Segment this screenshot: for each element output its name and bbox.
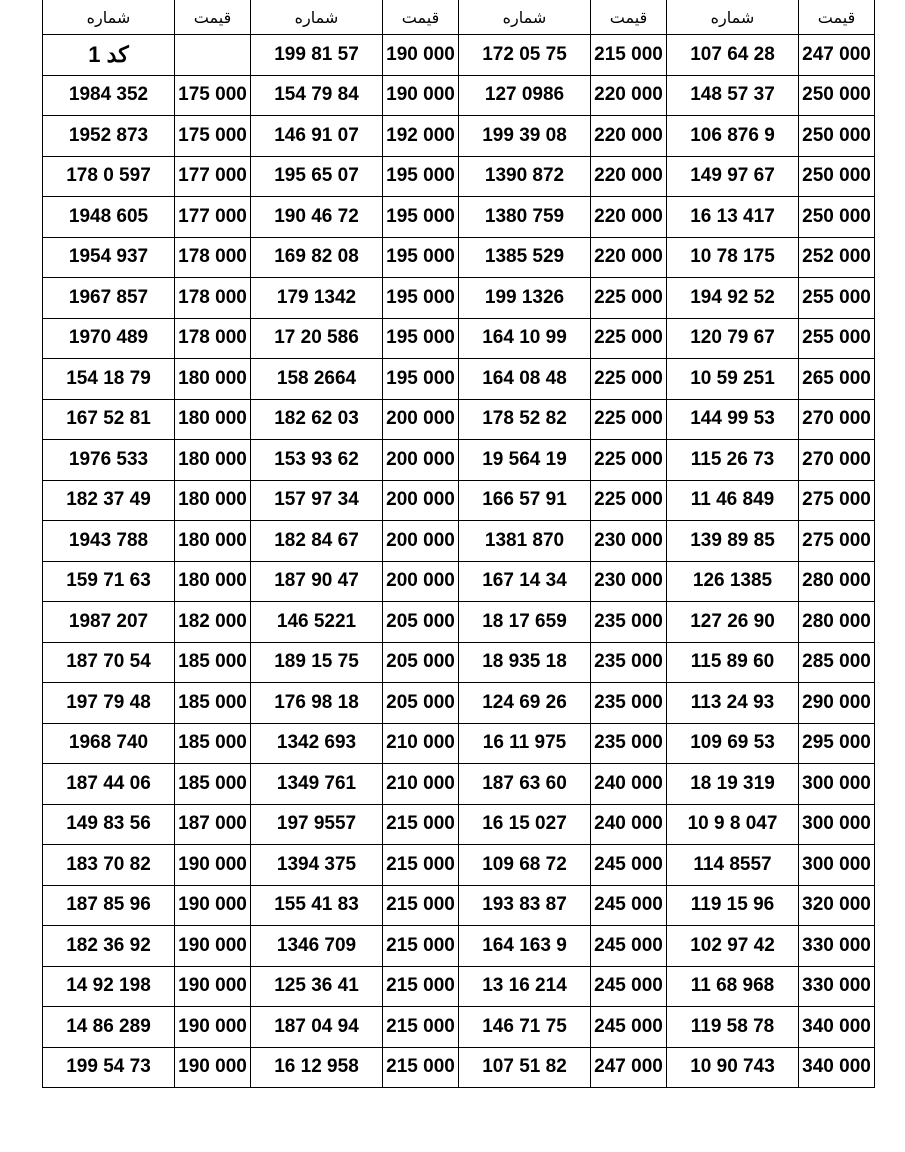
price-cell: 190 000: [175, 1007, 251, 1048]
number-cell: 124 69 26: [459, 683, 591, 724]
price-cell: 275 000: [799, 521, 875, 562]
price-cell: 180 000: [175, 561, 251, 602]
price-cell: 250 000: [799, 197, 875, 238]
price-cell: 235 000: [591, 683, 667, 724]
price-cell: 180 000: [175, 440, 251, 481]
number-cell: 199 39 08: [459, 116, 591, 157]
price-cell: 247 000: [799, 35, 875, 76]
number-cell: 197 9557: [251, 804, 383, 845]
number-cell: 106 876 9: [667, 116, 799, 157]
number-cell: 107 64 28: [667, 35, 799, 76]
price-cell: 225 000: [591, 318, 667, 359]
number-cell: 167 52 81: [43, 399, 175, 440]
number-cell: 19 564 19: [459, 440, 591, 481]
price-cell: 300 000: [799, 804, 875, 845]
price-cell: 220 000: [591, 197, 667, 238]
price-cell: 190 000: [175, 885, 251, 926]
number-cell: 164 10 99: [459, 318, 591, 359]
price-cell: 270 000: [799, 399, 875, 440]
table-row: [43, 35, 875, 76]
price-cell: 190 000: [175, 926, 251, 967]
price-cell: 245 000: [591, 885, 667, 926]
number-cell: 190 46 72: [251, 197, 383, 238]
number-cell: 1968 740: [43, 723, 175, 764]
number-cell: 172 05 75: [459, 35, 591, 76]
price-cell: 195 000: [383, 318, 459, 359]
number-cell: 1943 788: [43, 521, 175, 562]
number-cell: 199 54 73: [43, 1047, 175, 1088]
number-cell: 1970 489: [43, 318, 175, 359]
price-cell: 195 000: [383, 278, 459, 319]
number-cell: 148 57 37: [667, 75, 799, 116]
number-cell: 18 17 659: [459, 602, 591, 643]
price-cell: 250 000: [799, 75, 875, 116]
price-cell: 178 000: [175, 237, 251, 278]
price-cell: 205 000: [383, 683, 459, 724]
table-row: [43, 197, 875, 238]
number-cell: 1952 873: [43, 116, 175, 157]
number-cell: 194 92 52: [667, 278, 799, 319]
price-cell: 245 000: [591, 1007, 667, 1048]
table-row: [43, 764, 875, 805]
price-cell: 225 000: [591, 278, 667, 319]
number-cell: 164 163 9: [459, 926, 591, 967]
price-cell: 230 000: [591, 521, 667, 562]
number-cell: 119 58 78: [667, 1007, 799, 1048]
price-cell: 250 000: [799, 116, 875, 157]
price-cell: 200 000: [383, 480, 459, 521]
price-cell: 190 000: [175, 845, 251, 886]
header-price: قیمت: [799, 0, 875, 35]
price-cell: 175 000: [175, 75, 251, 116]
table-row: [43, 804, 875, 845]
table-row: [43, 318, 875, 359]
price-cell: 280 000: [799, 602, 875, 643]
table-row: [43, 440, 875, 481]
number-cell: 1954 937: [43, 237, 175, 278]
price-cell: 252 000: [799, 237, 875, 278]
price-cell: 185 000: [175, 723, 251, 764]
price-cell: 255 000: [799, 318, 875, 359]
table-row: [43, 885, 875, 926]
table-row: [43, 278, 875, 319]
price-cell: 175 000: [175, 116, 251, 157]
price-cell: 340 000: [799, 1007, 875, 1048]
header-number: شماره: [459, 0, 591, 35]
number-cell: 109 69 53: [667, 723, 799, 764]
number-cell: 178 0 597: [43, 156, 175, 197]
price-cell: 240 000: [591, 804, 667, 845]
number-cell: 115 26 73: [667, 440, 799, 481]
price-cell: 210 000: [383, 723, 459, 764]
price-cell: 190 000: [175, 1047, 251, 1088]
number-cell: 10 90 743: [667, 1047, 799, 1088]
number-cell: 125 36 41: [251, 966, 383, 1007]
price-cell: 295 000: [799, 723, 875, 764]
number-cell: 1987 207: [43, 602, 175, 643]
price-cell: 215 000: [383, 1047, 459, 1088]
number-cell: 155 41 83: [251, 885, 383, 926]
number-cell: 183 70 82: [43, 845, 175, 886]
table-row: [43, 642, 875, 683]
price-cell: 195 000: [383, 197, 459, 238]
number-cell: 126 1385: [667, 561, 799, 602]
number-cell: 109 68 72: [459, 845, 591, 886]
number-cell: 187 85 96: [43, 885, 175, 926]
price-cell: 210 000: [383, 764, 459, 805]
price-cell: 225 000: [591, 399, 667, 440]
table-row: [43, 926, 875, 967]
number-cell: 127 0986: [459, 75, 591, 116]
price-cell: 177 000: [175, 156, 251, 197]
table-row: [43, 480, 875, 521]
phone-number-price-table: [42, 0, 875, 1088]
price-cell: 200 000: [383, 561, 459, 602]
number-cell: 144 99 53: [667, 399, 799, 440]
price-cell: 300 000: [799, 764, 875, 805]
number-cell: 16 12 958: [251, 1047, 383, 1088]
price-cell: 225 000: [591, 359, 667, 400]
number-cell: 16 15 027: [459, 804, 591, 845]
number-cell: 159 71 63: [43, 561, 175, 602]
number-cell: 1349 761: [251, 764, 383, 805]
price-cell: 180 000: [175, 399, 251, 440]
price-cell: 290 000: [799, 683, 875, 724]
number-cell: 1948 605: [43, 197, 175, 238]
code-label: كد 1: [43, 35, 175, 76]
price-cell: 300 000: [799, 845, 875, 886]
number-cell: 149 83 56: [43, 804, 175, 845]
price-cell: 245 000: [591, 845, 667, 886]
price-cell: 178 000: [175, 278, 251, 319]
price-cell: 220 000: [591, 75, 667, 116]
price-cell: 245 000: [591, 966, 667, 1007]
number-cell: 18 935 18: [459, 642, 591, 683]
number-cell: 197 79 48: [43, 683, 175, 724]
number-cell: 114 8557: [667, 845, 799, 886]
number-cell: 13 16 214: [459, 966, 591, 1007]
number-cell: 1381 870: [459, 521, 591, 562]
number-cell: 154 18 79: [43, 359, 175, 400]
number-cell: 182 37 49: [43, 480, 175, 521]
price-cell: 225 000: [591, 480, 667, 521]
number-cell: 189 15 75: [251, 642, 383, 683]
table-row: [43, 237, 875, 278]
price-cell: 190 000: [175, 966, 251, 1007]
number-cell: 1976 533: [43, 440, 175, 481]
price-cell: 215 000: [383, 966, 459, 1007]
price-cell: 225 000: [591, 440, 667, 481]
number-cell: 146 71 75: [459, 1007, 591, 1048]
price-cell: 200 000: [383, 521, 459, 562]
number-cell: 157 97 34: [251, 480, 383, 521]
table-row: [43, 723, 875, 764]
price-cell: 220 000: [591, 237, 667, 278]
price-cell: 240 000: [591, 764, 667, 805]
table-row: [43, 1007, 875, 1048]
number-cell: 178 52 82: [459, 399, 591, 440]
price-cell: 200 000: [383, 399, 459, 440]
price-cell: 275 000: [799, 480, 875, 521]
number-cell: 139 89 85: [667, 521, 799, 562]
number-cell: 176 98 18: [251, 683, 383, 724]
number-cell: 14 86 289: [43, 1007, 175, 1048]
price-cell: 185 000: [175, 764, 251, 805]
table-row: [43, 521, 875, 562]
price-cell: 235 000: [591, 642, 667, 683]
header-price: قیمت: [175, 0, 251, 35]
number-cell: 193 83 87: [459, 885, 591, 926]
number-cell: 182 36 92: [43, 926, 175, 967]
table-row: [43, 75, 875, 116]
price-cell: [175, 35, 251, 76]
price-cell: 270 000: [799, 440, 875, 481]
number-cell: 11 68 968: [667, 966, 799, 1007]
number-cell: 16 11 975: [459, 723, 591, 764]
table-row: [43, 561, 875, 602]
table-row: [43, 156, 875, 197]
table-row: [43, 116, 875, 157]
price-cell: 330 000: [799, 966, 875, 1007]
number-cell: 182 62 03: [251, 399, 383, 440]
price-cell: 215 000: [383, 845, 459, 886]
price-cell: 185 000: [175, 683, 251, 724]
price-cell: 195 000: [383, 237, 459, 278]
price-cell: 178 000: [175, 318, 251, 359]
number-cell: 179 1342: [251, 278, 383, 319]
table-row: [43, 399, 875, 440]
header-price: قیمت: [591, 0, 667, 35]
number-cell: 146 91 07: [251, 116, 383, 157]
price-cell: 182 000: [175, 602, 251, 643]
table-header-row: [43, 0, 875, 35]
header-number: شماره: [667, 0, 799, 35]
price-cell: 320 000: [799, 885, 875, 926]
price-cell: 215 000: [591, 35, 667, 76]
number-cell: 1967 857: [43, 278, 175, 319]
number-cell: 14 92 198: [43, 966, 175, 1007]
table-row: [43, 966, 875, 1007]
number-cell: 10 78 175: [667, 237, 799, 278]
price-cell: 235 000: [591, 723, 667, 764]
number-cell: 11 46 849: [667, 480, 799, 521]
table-row: [43, 602, 875, 643]
price-cell: 255 000: [799, 278, 875, 319]
number-cell: 187 90 47: [251, 561, 383, 602]
table-row: [43, 845, 875, 886]
table-row: [43, 359, 875, 400]
price-cell: 245 000: [591, 926, 667, 967]
number-cell: 187 04 94: [251, 1007, 383, 1048]
number-cell: 187 63 60: [459, 764, 591, 805]
number-cell: 102 97 42: [667, 926, 799, 967]
number-cell: 127 26 90: [667, 602, 799, 643]
number-cell: 199 1326: [459, 278, 591, 319]
price-cell: 247 000: [591, 1047, 667, 1088]
number-cell: 153 93 62: [251, 440, 383, 481]
number-cell: 1380 759: [459, 197, 591, 238]
number-cell: 10 9 8 047: [667, 804, 799, 845]
price-cell: 230 000: [591, 561, 667, 602]
price-cell: 205 000: [383, 602, 459, 643]
number-cell: 120 79 67: [667, 318, 799, 359]
price-cell: 195 000: [383, 156, 459, 197]
number-cell: 167 14 34: [459, 561, 591, 602]
price-cell: 280 000: [799, 561, 875, 602]
price-cell: 192 000: [383, 116, 459, 157]
price-cell: 220 000: [591, 116, 667, 157]
price-cell: 340 000: [799, 1047, 875, 1088]
price-cell: 180 000: [175, 521, 251, 562]
table-row: [43, 1047, 875, 1088]
number-cell: 1385 529: [459, 237, 591, 278]
number-cell: 119 15 96: [667, 885, 799, 926]
number-cell: 115 89 60: [667, 642, 799, 683]
number-cell: 16 13 417: [667, 197, 799, 238]
number-cell: 164 08 48: [459, 359, 591, 400]
number-cell: 169 82 08: [251, 237, 383, 278]
price-cell: 177 000: [175, 197, 251, 238]
price-cell: 330 000: [799, 926, 875, 967]
number-cell: 1394 375: [251, 845, 383, 886]
price-cell: 215 000: [383, 804, 459, 845]
number-cell: 187 70 54: [43, 642, 175, 683]
number-cell: 107 51 82: [459, 1047, 591, 1088]
price-cell: 200 000: [383, 440, 459, 481]
number-cell: 166 57 91: [459, 480, 591, 521]
number-cell: 146 5221: [251, 602, 383, 643]
price-cell: 235 000: [591, 602, 667, 643]
table-row: [43, 683, 875, 724]
price-cell: 180 000: [175, 359, 251, 400]
price-cell: 205 000: [383, 642, 459, 683]
price-cell: 190 000: [383, 35, 459, 76]
number-cell: 17 20 586: [251, 318, 383, 359]
price-cell: 265 000: [799, 359, 875, 400]
price-cell: 195 000: [383, 359, 459, 400]
price-cell: 190 000: [383, 75, 459, 116]
number-cell: 187 44 06: [43, 764, 175, 805]
number-cell: 154 79 84: [251, 75, 383, 116]
number-cell: 182 84 67: [251, 521, 383, 562]
price-cell: 220 000: [591, 156, 667, 197]
number-cell: 18 19 319: [667, 764, 799, 805]
number-cell: 149 97 67: [667, 156, 799, 197]
number-cell: 199 81 57: [251, 35, 383, 76]
price-cell: 250 000: [799, 156, 875, 197]
price-cell: 180 000: [175, 480, 251, 521]
number-cell: 1984 352: [43, 75, 175, 116]
header-number: شماره: [43, 0, 175, 35]
price-cell: 215 000: [383, 926, 459, 967]
price-cell: 187 000: [175, 804, 251, 845]
price-list-sheet: [42, 0, 874, 1088]
table-body: [43, 35, 875, 1088]
number-cell: 158 2664: [251, 359, 383, 400]
number-cell: 1342 693: [251, 723, 383, 764]
number-cell: 195 65 07: [251, 156, 383, 197]
price-cell: 185 000: [175, 642, 251, 683]
number-cell: 10 59 251: [667, 359, 799, 400]
number-cell: 113 24 93: [667, 683, 799, 724]
price-cell: 215 000: [383, 1007, 459, 1048]
header-number: شماره: [251, 0, 383, 35]
price-cell: 215 000: [383, 885, 459, 926]
number-cell: 1346 709: [251, 926, 383, 967]
header-price: قیمت: [383, 0, 459, 35]
price-cell: 285 000: [799, 642, 875, 683]
number-cell: 1390 872: [459, 156, 591, 197]
